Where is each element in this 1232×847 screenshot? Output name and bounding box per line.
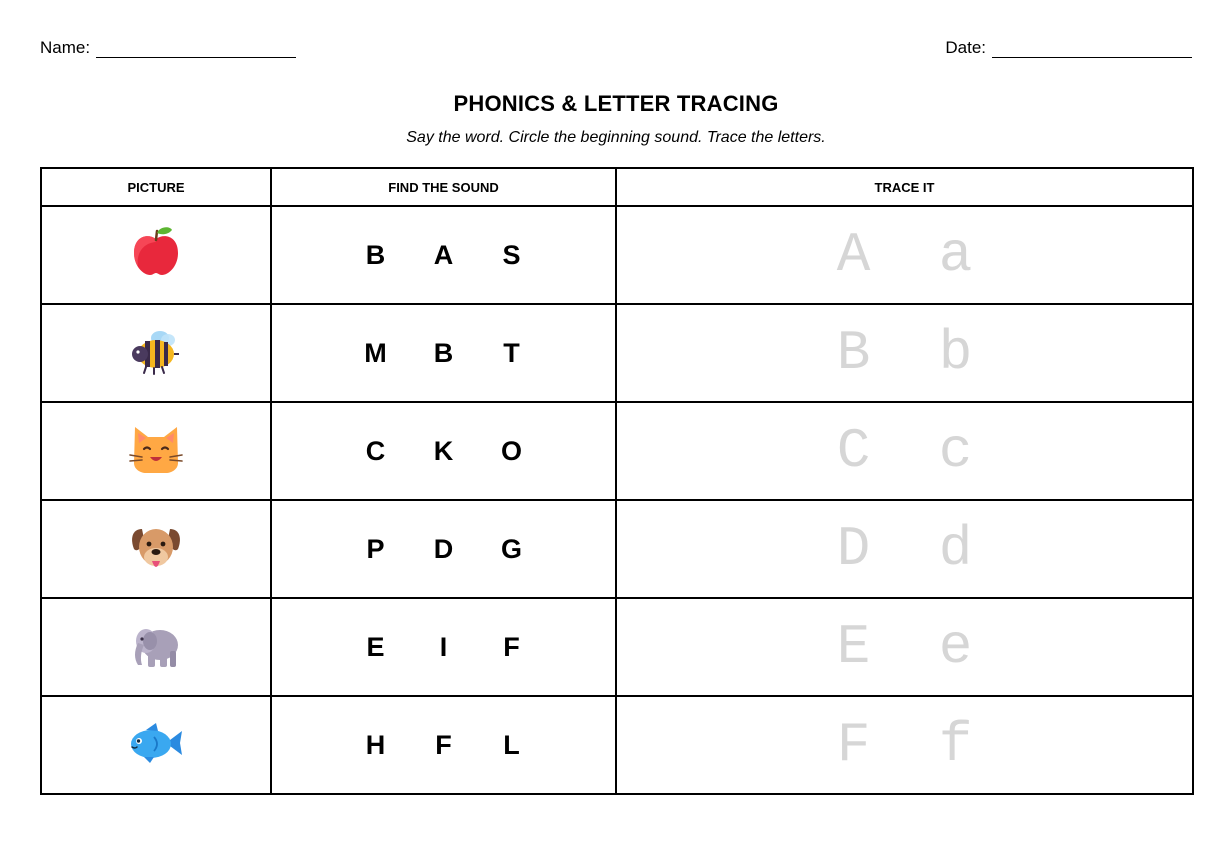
sound-choice[interactable]: M: [364, 337, 387, 368]
sound-choice[interactable]: L: [503, 729, 520, 760]
sound-choice[interactable]: B: [433, 337, 454, 368]
trace-cell: [616, 696, 1193, 794]
cat-icon: [126, 419, 186, 479]
sound-choice[interactable]: D: [433, 533, 454, 564]
sound-choices: [342, 730, 546, 761]
picture-cell: [41, 598, 271, 696]
trace-uppercase[interactable]: C: [836, 419, 871, 483]
sound-choice[interactable]: S: [502, 239, 521, 270]
worksheet-instructions: Say the word. Circle the beginning sound. Trace the letters.: [406, 129, 826, 146]
table-row: [41, 598, 1193, 696]
sound-choices: [342, 436, 546, 467]
sound-choice[interactable]: C: [365, 435, 386, 466]
table-row: [41, 206, 1193, 304]
picture-cell: [41, 206, 271, 304]
trace-lowercase[interactable]: f: [938, 713, 973, 777]
trace-lowercase[interactable]: b: [938, 321, 973, 385]
sound-choice[interactable]: H: [365, 729, 386, 760]
trace-uppercase[interactable]: B: [836, 321, 871, 385]
dog-icon: [126, 517, 186, 577]
date-blank-line[interactable]: [992, 41, 1192, 58]
trace-uppercase[interactable]: A: [836, 223, 871, 287]
picture-cell: [41, 500, 271, 598]
picture-cell: [41, 696, 271, 794]
sound-choice[interactable]: O: [500, 435, 522, 466]
name-field[interactable]: [40, 38, 296, 58]
sound-choice[interactable]: A: [433, 239, 454, 270]
sound-choice[interactable]: T: [503, 337, 520, 368]
sound-choice[interactable]: E: [366, 631, 385, 662]
table-row: [41, 304, 1193, 402]
trace-letters: [803, 713, 1007, 777]
trace-letters: [803, 223, 1007, 287]
sound-choice[interactable]: P: [366, 533, 385, 564]
picture-cell: [41, 402, 271, 500]
name-blank-line[interactable]: [96, 41, 296, 58]
trace-uppercase[interactable]: D: [836, 517, 871, 581]
trace-lowercase[interactable]: a: [938, 223, 973, 287]
header-trace-it: TRACE IT: [616, 168, 1193, 206]
trace-letters: [803, 419, 1007, 483]
trace-cell: [616, 304, 1193, 402]
find-sound-cell: [271, 696, 616, 794]
date-label: Date:: [945, 38, 986, 57]
name-label: Name:: [40, 38, 91, 57]
find-sound-cell: [271, 598, 616, 696]
sound-choice[interactable]: F: [435, 729, 452, 760]
sound-choice[interactable]: F: [503, 631, 520, 662]
header-picture: PICTURE: [41, 168, 271, 206]
find-sound-cell: [271, 402, 616, 500]
header-row: [40, 38, 1192, 60]
sound-choices: [342, 240, 546, 271]
trace-lowercase[interactable]: c: [938, 419, 973, 483]
fish-icon: [126, 713, 186, 773]
trace-cell: [616, 206, 1193, 304]
picture-cell: [41, 304, 271, 402]
table-row: [41, 500, 1193, 598]
elephant-icon: [126, 615, 186, 675]
phonics-table: [40, 167, 1194, 795]
sound-choice[interactable]: I: [439, 631, 448, 662]
bee-icon: [126, 321, 186, 381]
trace-uppercase[interactable]: F: [836, 713, 871, 777]
sound-choice[interactable]: G: [500, 533, 522, 564]
trace-letters: [803, 615, 1007, 679]
trace-lowercase[interactable]: e: [938, 615, 973, 679]
find-sound-cell: [271, 206, 616, 304]
sound-choice[interactable]: K: [433, 435, 454, 466]
sound-choices: [342, 632, 546, 663]
sound-choices: [342, 338, 546, 369]
trace-cell: [616, 402, 1193, 500]
find-sound-cell: [271, 304, 616, 402]
trace-letters: [803, 517, 1007, 581]
date-field[interactable]: [945, 38, 1192, 58]
table-header-row: [41, 168, 1193, 206]
trace-cell: [616, 500, 1193, 598]
header-find-the-sound: FIND THE SOUND: [271, 168, 616, 206]
sound-choice[interactable]: B: [365, 239, 386, 270]
trace-uppercase[interactable]: E: [836, 615, 871, 679]
table-row: [41, 696, 1193, 794]
apple-icon: [126, 223, 186, 283]
table-row: [41, 402, 1193, 500]
trace-lowercase[interactable]: d: [938, 517, 973, 581]
worksheet-title: PHONICS & LETTER TRACING: [453, 91, 779, 116]
trace-letters: [803, 321, 1007, 385]
sound-choices: [342, 534, 546, 565]
trace-cell: [616, 598, 1193, 696]
find-sound-cell: [271, 500, 616, 598]
